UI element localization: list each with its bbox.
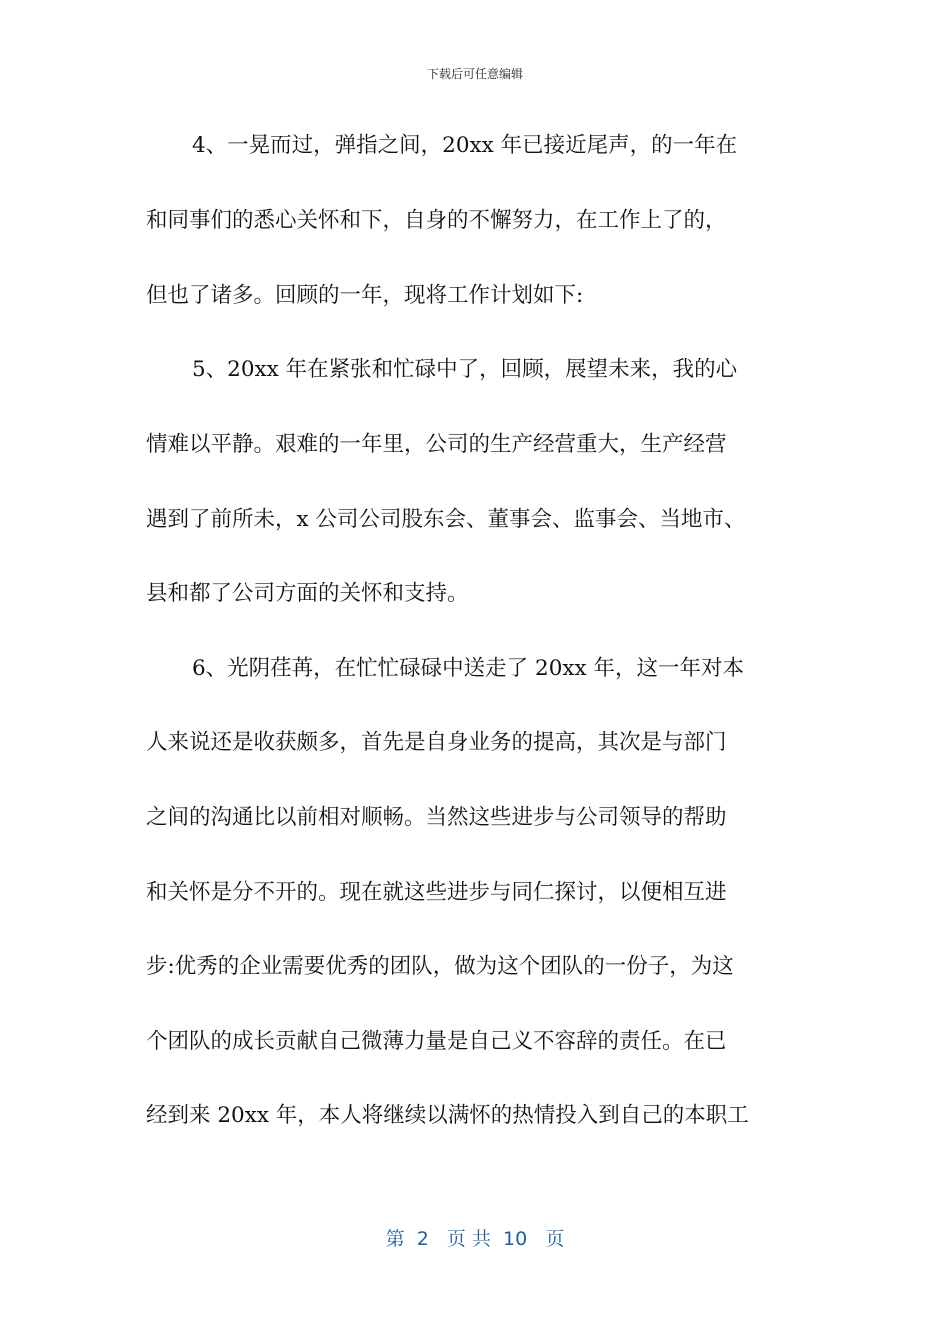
paragraph-5-line-4: 县和都了公司方面的关怀和支持。 [146,581,469,606]
paragraph-4-line-3: 但也了诸多。回顾的一年，现将工作计划如下: [146,283,584,308]
paragraph-6-line-4: 和关怀是分不开的。现在就这些进步与同仁探讨，以便相互进 [146,880,727,905]
paragraph-5-line-2: 情难以平静。艰难的一年里，公司的生产经营重大，生产经营 [146,432,727,457]
page-header: 下载后可任意编辑 [426,67,523,81]
paragraph-6-line-3: 之间的沟通比以前相对顺畅。当然这些进步与公司领导的帮助 [146,805,727,830]
paragraph-6-line-6: 个团队的成长贡献自己微薄力量是自己义不容辞的责任。在已 [146,1029,727,1054]
paragraph-4-line-2: 和同事们的悉心关怀和下，自身的不懈努力，在工作上了的， [146,208,727,233]
paragraph-6-line-5: 步:优秀的企业需要优秀的团队，做为这个团队的一份子，为这 [146,954,734,979]
paragraph-6-line-1: 6、光阴荏苒，在忙忙碌碌中送走了 20xx 年，这一年对本 [192,656,744,681]
paragraph-5-line-1: 5、20xx 年在紧张和忙碌中了，回顾，展望未来，我的心 [192,357,738,382]
paragraph-4-line-1: 4、一晃而过，弹指之间，20xx 年已接近尾声，的一年在 [192,133,738,158]
paragraph-5-line-3: 遇到了前所未，x 公司公司股东会、董事会、监事会、当地市、 [146,507,746,532]
page-number-footer: 第 2 页 共 10 页 [385,1228,565,1250]
paragraph-6-line-2: 人来说还是收获颇多，首先是自身业务的提高，其次是与部门 [146,730,727,755]
paragraph-6-line-7: 经到来 20xx 年，本人将继续以满怀的热情投入到自己的本职工 [146,1103,749,1128]
